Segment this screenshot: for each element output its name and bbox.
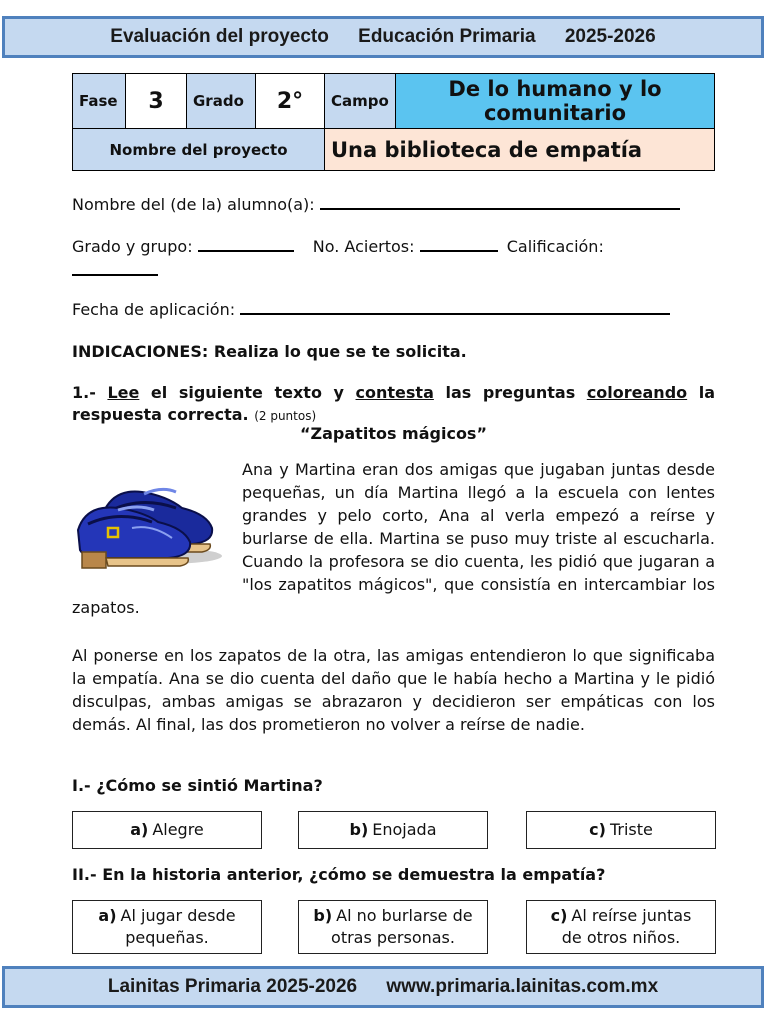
story-paragraph-1 [72,458,715,619]
q1-option-a[interactable] [72,811,262,849]
story-paragraph-2: Al ponerse en los zapatos de la otra, las amigas entendieron lo que significaba la empatía. Ana se dio cuenta del daño que le había hecho a Martina y le pidió disculpas, ambas amigas se abrazaron y decidieron ser empáticas con los demás. Al final, las dos prometieron no volver a reírse de nadie. [72,646,715,734]
q1-word-coloreando: coloreando [586,383,688,402]
q1-instruction [72,382,715,427]
bottom-banner [2,966,764,1008]
banner-level: Educación Primaria [358,26,536,47]
q2-option-c[interactable] [526,900,716,954]
question-2-prompt: II.- En la historia anterior, ¿cómo se demuestra la empatía? [72,865,606,884]
shoes-illustration [72,458,236,576]
question-1-prompt: I.- ¿Cómo se sintió Martina? [72,776,323,795]
project-header-table [72,73,715,171]
proyecto-name: Una biblioteca de empatía [325,129,715,171]
q1-option-a-text: Alegre [152,820,204,839]
q2-option-b[interactable] [298,900,488,954]
q1-option-c[interactable] [526,811,716,849]
q2-option-b-letter: b) [313,906,333,925]
nombre-proyecto-label: Nombre del proyecto [73,129,325,171]
q1-word-lee: Lee [107,383,140,402]
calificacion-label: Calificación: [506,237,604,256]
grado-grupo-blank[interactable] [198,236,294,252]
q1-option-b-text: Enojada [372,820,437,839]
shoes-icon [72,458,232,576]
banner-title: Evaluación del proyecto [110,26,329,47]
q1-text-2: las preguntas [445,383,576,402]
story-title: “Zapatitos mágicos” [300,424,487,443]
q1-option-b[interactable] [298,811,488,849]
fecha-line [72,299,670,319]
campo-value: De lo humano y lo comunitario [396,74,715,129]
q2-option-a-letter: a) [98,906,117,925]
q2-option-a-text: Al jugar desde pequeñas. [120,906,236,947]
q1-option-c-text: Triste [609,820,653,839]
q1-points: (2 puntos) [254,409,317,423]
calificacion-line [72,260,158,280]
grado-value: 2° [256,74,325,129]
fecha-blank[interactable] [240,299,670,315]
q2-option-c-letter: c) [550,906,568,925]
q1-option-c-letter: c) [589,820,606,839]
q1-number: 1.- [72,383,96,402]
q2-option-a[interactable] [72,900,262,954]
campo-label: Campo [325,74,396,129]
footer-name: Lainitas Primaria 2025-2026 [107,976,358,997]
grado-label: Grado [187,74,256,129]
grado-grupo-line [72,236,604,256]
grado-grupo-label: Grado y grupo: [72,237,193,256]
aciertos-label: No. Aciertos: [312,237,415,256]
alumno-line [72,194,680,214]
top-banner [2,16,764,58]
story-paragraph-1-text: Ana y Martina eran dos amigas que jugaban juntas desde pequeñas, un día Martina llegó a la escuela con lentes grandes y pelo corto, Ana al verla empezó a reírse y burlarse de ella. Martina se puso muy triste al escucharla. Cuando la profesora se dio cuenta, les pidió que jugaran a "los zapatitos mágicos", que consistía en intercambiar los zapatos. [72,460,715,617]
banner-year: 2025-2026 [564,26,656,47]
aciertos-blank[interactable] [420,236,498,252]
indicaciones: INDICACIONES: Realiza lo que se te solicita. [72,342,467,361]
alumno-blank[interactable] [320,194,680,210]
q1-text-1: el siguiente texto y [150,383,344,402]
fase-label: Fase [73,74,126,129]
fecha-label: Fecha de aplicación: [72,300,236,319]
q1-option-a-letter: a) [130,820,149,839]
q2-option-c-text: Al reírse juntas de otros niños. [561,906,692,947]
alumno-label: Nombre del (de la) alumno(a): [72,195,315,214]
fase-value: 3 [126,74,187,129]
calificacion-blank[interactable] [72,260,158,276]
footer-url[interactable]: www.primaria.lainitas.com.mx [386,976,659,997]
q1-option-b-letter: b) [349,820,369,839]
q1-word-contesta: contesta [355,383,434,402]
q1-text-3: la respuesta correcta. [72,383,715,424]
q2-option-b-text: Al no burlarse de otras personas. [331,906,473,947]
